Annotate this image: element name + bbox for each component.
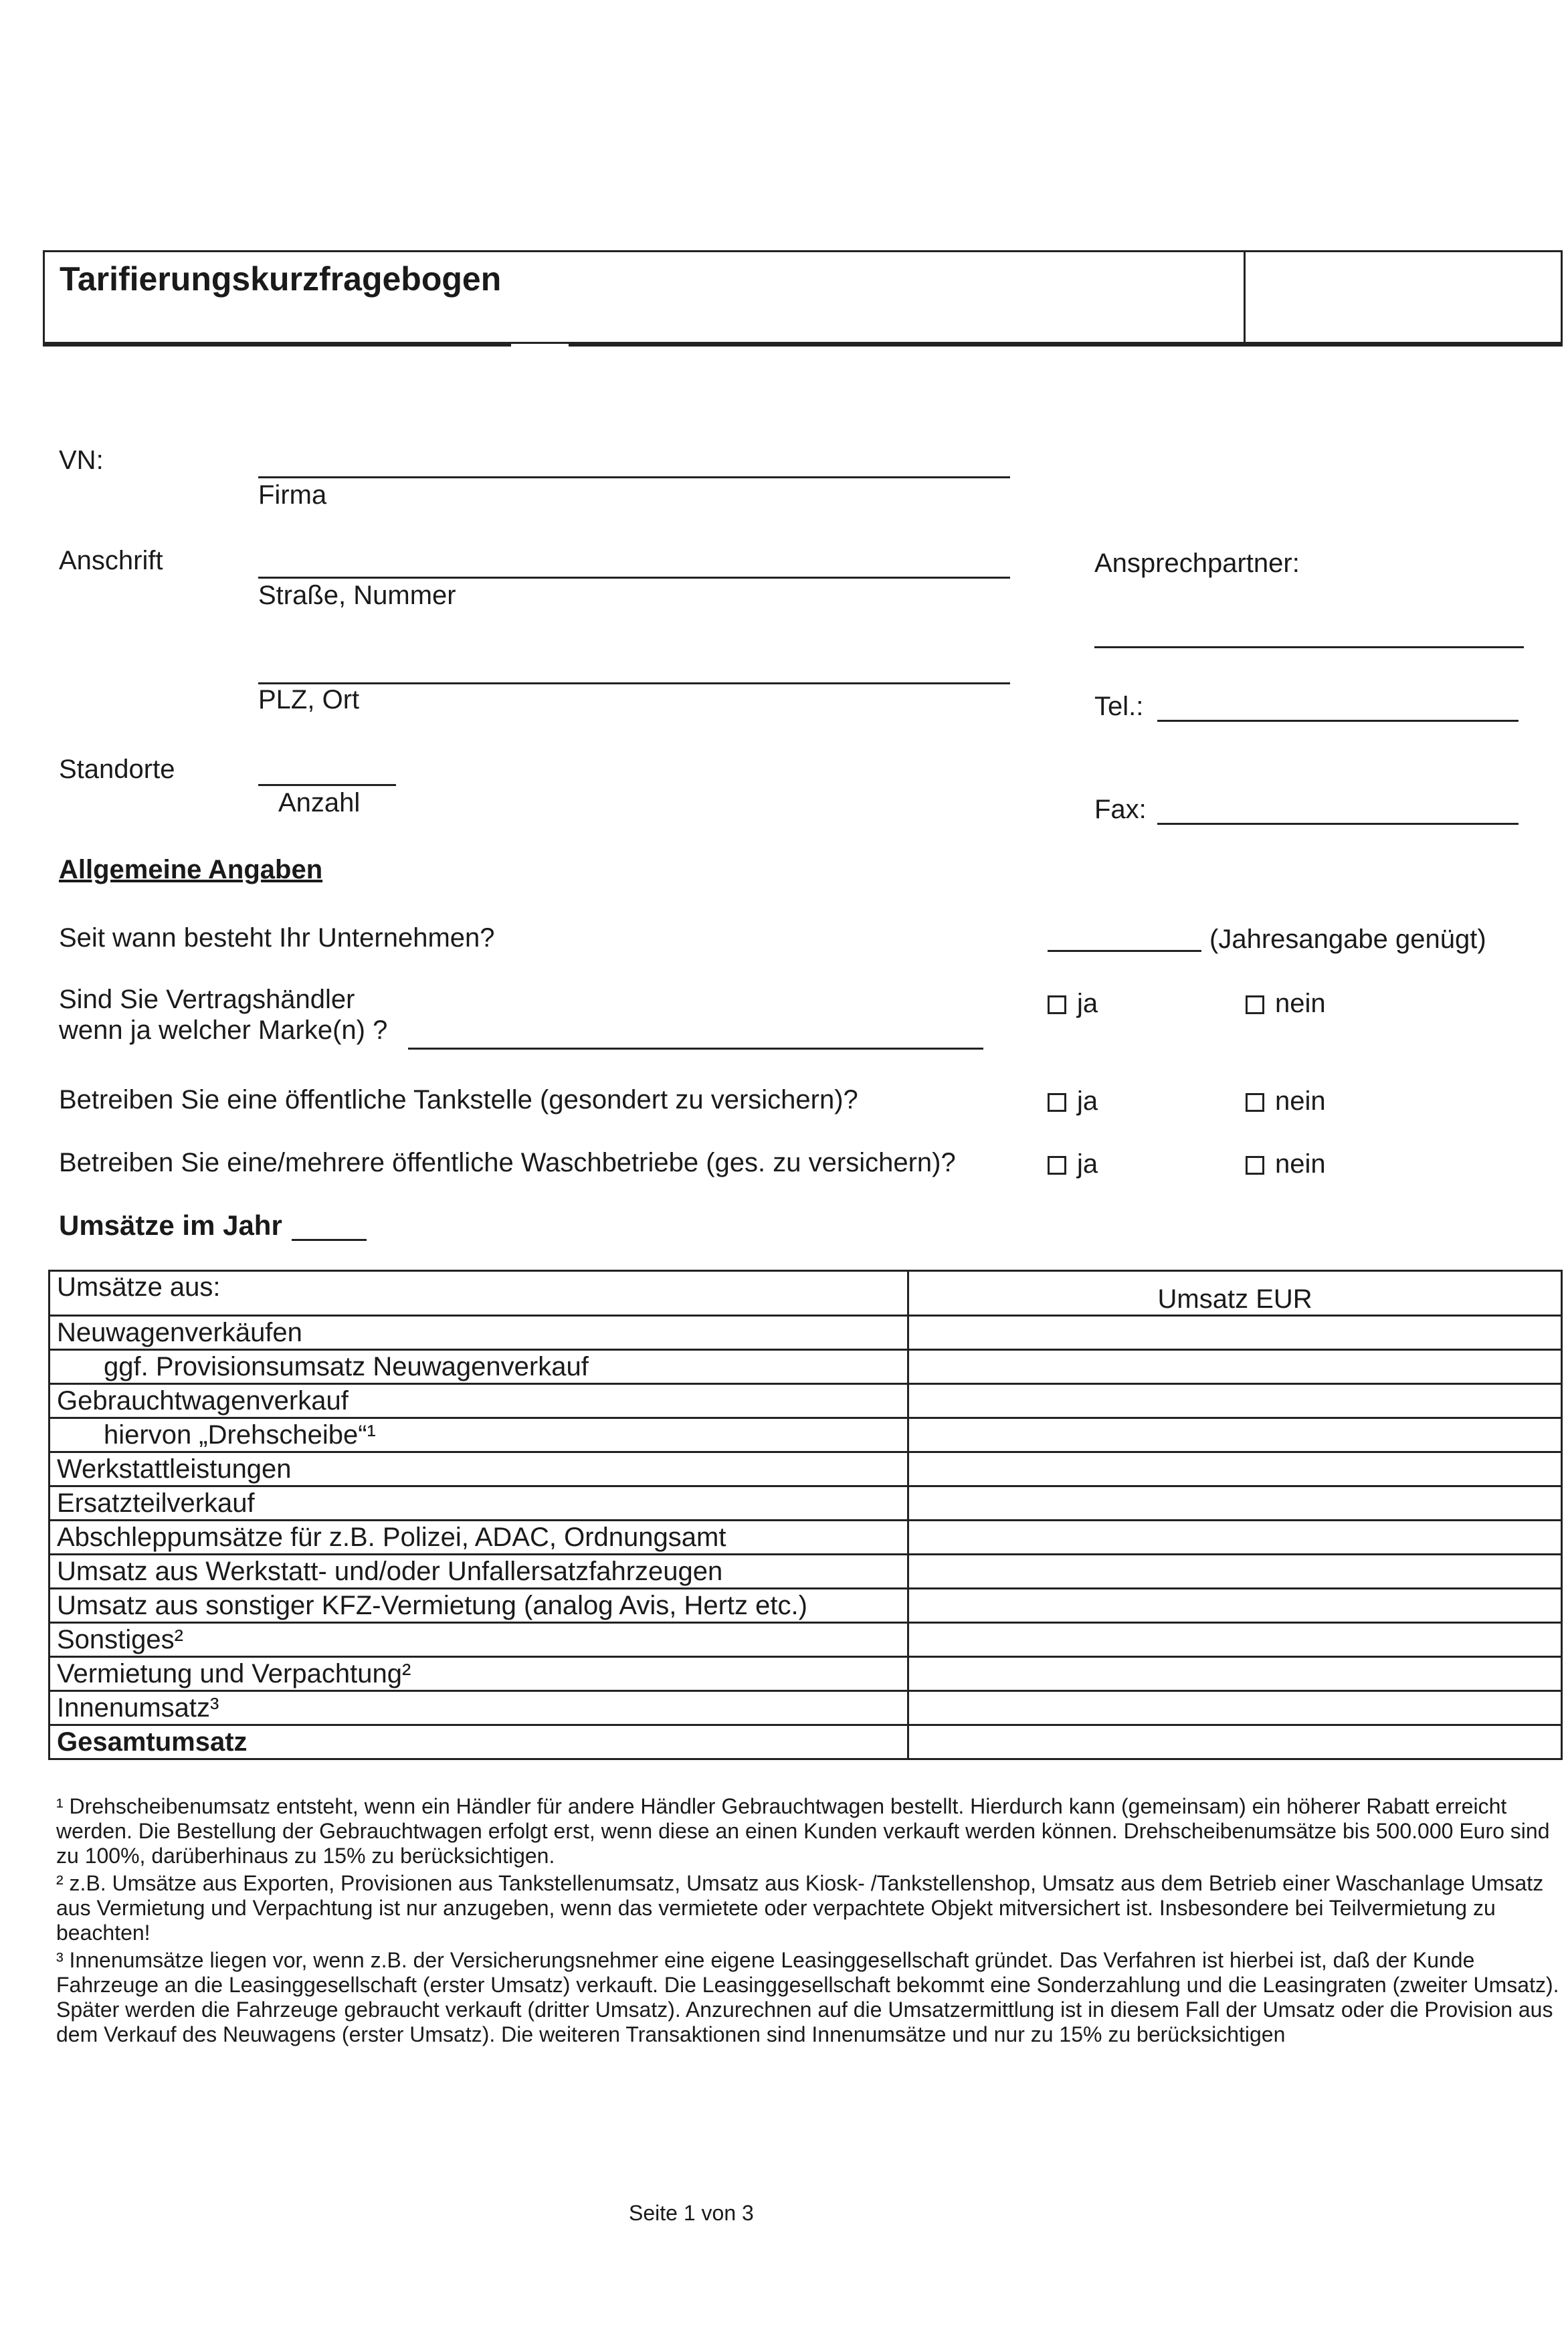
page-number: Seite 1 von 3 xyxy=(629,2201,754,2225)
standorte-label: Standorte xyxy=(59,755,175,784)
amount-input-cell[interactable] xyxy=(908,1589,1562,1623)
q-gas-station: Betreiben Sie eine öffentliche Tankstelle (gesondert zu versichern)? xyxy=(59,1085,858,1114)
table-row xyxy=(50,1384,1562,1418)
table-row xyxy=(50,1486,1562,1521)
checkbox-icon[interactable] xyxy=(1246,1156,1264,1175)
checkbox-icon[interactable] xyxy=(1048,995,1066,1014)
dealer-no-option[interactable]: nein xyxy=(1246,987,1326,1020)
table-row xyxy=(50,1691,1562,1725)
col-amount-header: Umsatz EUR xyxy=(908,1271,1562,1316)
table-row xyxy=(50,1350,1562,1384)
row-label: ggf. Provisionsumsatz Neuwagenverkauf xyxy=(50,1350,908,1384)
form-title: Tarifierungskurzfragebogen xyxy=(60,260,502,298)
table-row xyxy=(50,1452,1562,1486)
row-label: Gesamtumsatz xyxy=(50,1725,908,1759)
col-source-header: Umsätze aus: xyxy=(50,1271,908,1316)
firma-input-line[interactable] xyxy=(258,476,1010,478)
general-heading: Allgemeine Angaben xyxy=(59,855,323,884)
q-dealer-line2: wenn ja welcher Marke(n) ? xyxy=(59,1015,388,1045)
amount-input-cell[interactable] xyxy=(908,1691,1562,1725)
revenue-heading: Umsätze im Jahr xyxy=(59,1209,282,1241)
row-label: Innenumsatz³ xyxy=(50,1691,908,1725)
vn-label: VN: xyxy=(59,446,104,475)
amount-input-cell[interactable] xyxy=(908,1657,1562,1691)
row-label: Umsatz aus Werkstatt- und/oder Unfallersatzfahrzeugen xyxy=(50,1555,908,1589)
row-label: Ersatzteilverkauf xyxy=(50,1486,908,1521)
table-row xyxy=(50,1657,1562,1691)
footnote-1: ¹ Drehscheibenumsatz entsteht, wenn ein Händler für andere Händler Gebrauchtwagen bestellt. Hierdurch kann (gemeinsam) ein höherer Rabatt erreicht werden. Die Bestellung der Gebrauchtwagen erfolgt erst, wenn diese an einen Kunden verkauft werden können. Drehscheibenumsätze bis 500.000 Euro sind zu 100%, darüberhinaus zu 15% zu berücksichtigen. xyxy=(56,1794,1550,1868)
row-label: Neuwagenverkäufen xyxy=(50,1316,908,1350)
dealer-yes-option[interactable]: ja xyxy=(1048,987,1098,1020)
firma-caption: Firma xyxy=(258,480,327,510)
row-label: Werkstattleistungen xyxy=(50,1452,908,1486)
amount-input-cell[interactable] xyxy=(908,1316,1562,1350)
tel-input-line[interactable] xyxy=(1157,720,1518,722)
table-row xyxy=(50,1418,1562,1452)
amount-input-cell[interactable] xyxy=(908,1452,1562,1486)
amount-input-cell[interactable] xyxy=(908,1521,1562,1555)
gas-yes-option[interactable]: ja xyxy=(1048,1085,1098,1117)
row-label: Abschleppumsätze für z.B. Polizei, ADAC, Ordnungsamt xyxy=(50,1521,908,1555)
fax-label: Fax: xyxy=(1094,795,1147,824)
since-year-input-line[interactable] xyxy=(1048,950,1201,952)
ansprechpartner-label: Ansprechpartner: xyxy=(1094,549,1300,578)
carwash-yes-option[interactable]: ja xyxy=(1048,1148,1098,1180)
ansprechpartner-input-line[interactable] xyxy=(1094,646,1524,648)
table-row xyxy=(50,1521,1562,1555)
form-header xyxy=(43,250,1563,344)
amount-input-cell[interactable] xyxy=(908,1555,1562,1589)
revenue-table xyxy=(48,1270,1563,1760)
street-caption: Straße, Nummer xyxy=(258,581,456,610)
revenue-year-input-line[interactable] xyxy=(292,1239,367,1241)
checkbox-icon[interactable] xyxy=(1048,1156,1066,1175)
carwash-no-option[interactable]: nein xyxy=(1246,1148,1326,1180)
checkbox-icon[interactable] xyxy=(1246,995,1264,1014)
dealer-brand-input-line[interactable] xyxy=(408,1048,983,1050)
table-header-row xyxy=(50,1271,1562,1316)
tel-label: Tel.: xyxy=(1094,692,1144,721)
standorte-count-line[interactable] xyxy=(258,784,396,786)
amount-input-cell[interactable] xyxy=(908,1418,1562,1452)
amount-input-cell[interactable] xyxy=(908,1486,1562,1521)
footnotes xyxy=(56,1794,1561,2050)
header-underline-right xyxy=(569,344,1563,347)
street-input-line[interactable] xyxy=(258,577,1010,579)
amount-input-cell[interactable] xyxy=(908,1725,1562,1759)
q-carwash: Betreiben Sie eine/mehrere öffentliche Waschbetriebe (ges. zu versichern)? xyxy=(59,1148,956,1177)
city-caption: PLZ, Ort xyxy=(258,685,360,714)
row-label: hiervon „Drehscheibe“¹ xyxy=(50,1418,908,1452)
table-row xyxy=(50,1589,1562,1623)
table-row xyxy=(50,1623,1562,1657)
q-dealer-line1: Sind Sie Vertragshändler xyxy=(59,985,355,1014)
fax-input-line[interactable] xyxy=(1157,823,1518,825)
footnote-2: ² z.B. Umsätze aus Exporten, Provisionen aus Tankstellenumsatz, Umsatz aus Kiosk- /Tankstellenshop, Umsatz aus dem Betrieb einer Waschanlage Umsatz aus Vermietung und Verpachtung ist nur anzugeben, wenn das vermietete oder verpachtete Objekt mitversichert ist. Insbesondere bei Teilvermietung zu beachten! xyxy=(56,1871,1544,1945)
row-label: Sonstiges² xyxy=(50,1623,908,1657)
table-row xyxy=(50,1555,1562,1589)
amount-input-cell[interactable] xyxy=(908,1350,1562,1384)
row-label: Gebrauchtwagenverkauf xyxy=(50,1384,908,1418)
row-label: Umsatz aus sonstiger KFZ-Vermietung (analog Avis, Hertz etc.) xyxy=(50,1589,908,1623)
table-row xyxy=(50,1316,1562,1350)
table-row xyxy=(50,1725,1562,1759)
checkbox-icon[interactable] xyxy=(1246,1093,1264,1112)
q-since-hint: (Jahresangabe genügt) xyxy=(1209,925,1486,954)
anschrift-label: Anschrift xyxy=(59,546,163,575)
row-label: Vermietung und Verpachtung² xyxy=(50,1657,908,1691)
header-divider xyxy=(1244,252,1246,342)
header-underline-left xyxy=(43,344,511,347)
footnote-3: ³ Innenumsätze liegen vor, wenn z.B. der Versicherungsnehmer eine eigene Leasinggesellschaft gründet. Das Verfahren ist hierbei ist, daß der Kunde Fahrzeuge an die Leasinggesellschaft (erster Umsatz) verkauft. Die Leasinggesellschaft bekommt eine Sonderzahlung und die Leasingraten (zweiter Umsatz). Später werden die Fahrzeuge gebraucht verkauft (dritter Umsatz). Anzurechnen auf die Umsatzermittlung ist in diesem Fall der Umsatz oder die Provision aus dem Verkauf des Neuwagens (erster Umsatz). Die weiteren Transaktionen sind Innenumsätze und nur zu 15% zu berücksichtigen xyxy=(56,1948,1559,2046)
standorte-count-caption: Anzahl xyxy=(278,788,361,817)
q-since: Seit wann besteht Ihr Unternehmen? xyxy=(59,923,495,953)
gas-no-option[interactable]: nein xyxy=(1246,1085,1326,1117)
amount-input-cell[interactable] xyxy=(908,1384,1562,1418)
checkbox-icon[interactable] xyxy=(1048,1093,1066,1112)
amount-input-cell[interactable] xyxy=(908,1623,1562,1657)
city-input-line[interactable] xyxy=(258,682,1010,684)
